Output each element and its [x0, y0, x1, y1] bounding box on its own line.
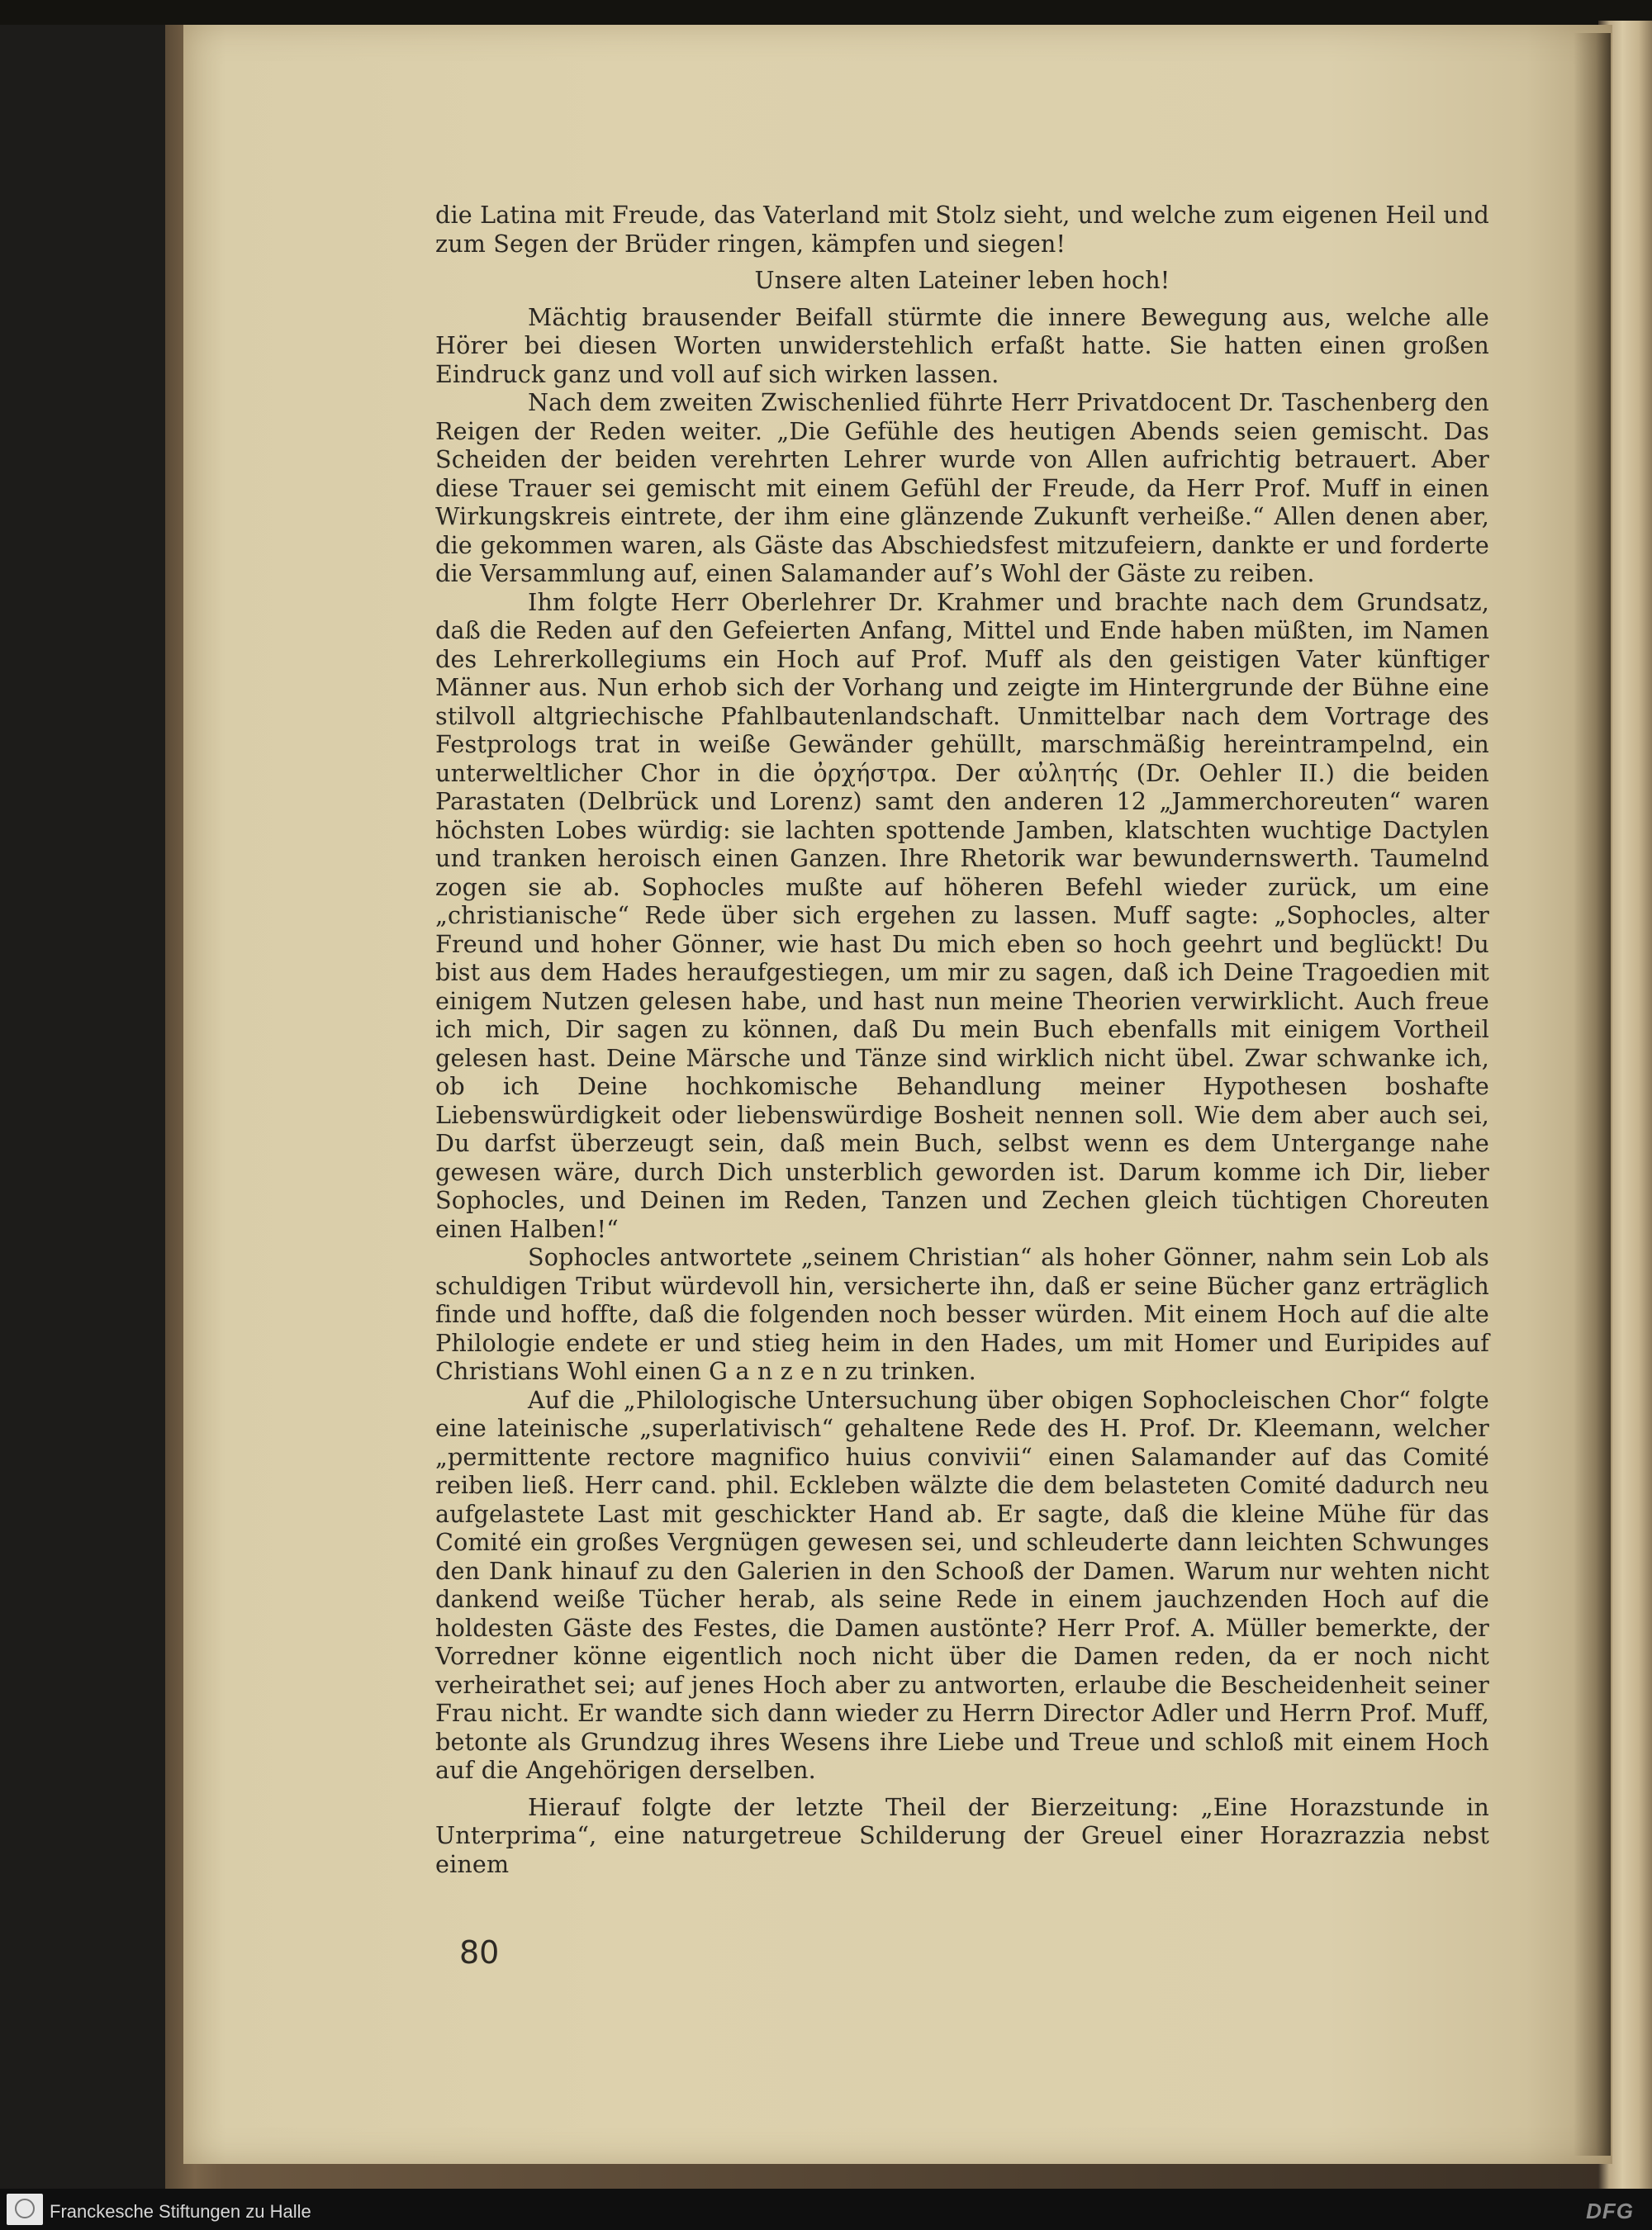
scan-top-border — [0, 0, 1652, 25]
paragraph: die Latina mit Freude, das Vaterland mit Stolz sieht, und welche zum eigenen Heil und zum Segen der Brüder ringen, kämpfen und siegen! — [435, 201, 1489, 258]
institution-name[interactable]: Franckesche Stiftungen zu Halle — [50, 2201, 311, 2222]
paragraph: Sophocles antwortete „seinem Christian“ als hoher Gönner, nahm sein Lob als schuldigen Tribut würdevoll hin, versicherte ihn, daß er seine Bücher ganz erträglich finde und hoffte, daß die folgenden noch besser würden. Mit einem Hoch auf die alte Philologie endete er und stieg heim in den Hades, um mit Homer und Euripides auf Christians Wohl einen G a n z e n zu trinken. — [435, 1243, 1489, 1385]
paragraph: Nach dem zweiten Zwischenlied führte Herr Privatdocent Dr. Taschenberg den Reigen der Reden weiter. „Die Gefühle des heutigen Abends seien gemischt. Das Scheiden der beiden verehrten Lehrer wurde von Allen aufrichtig betrauert. Aber diese Trauer sei gemischt mit einem Gefühl der Freude, da Herr Prof. Muff in einen Wirkungskreis eintrete, der ihm eine glänzende Zukunft verheiße.“ Allen denen aber, die gekommen waren, als Gäste das Abschiedsfest mitzufeiern, dankte er und forderte die Versammlung auf, einen Salamander auf’s Wohl der Gäste zu reiben. — [435, 388, 1489, 587]
page-number: 80 — [459, 1934, 500, 1971]
paragraph: Hierauf folgte der letzte Theil der Bierzeitung: „Eine Horazstunde in Unterprima“, eine naturgetreue Schilderung der Greuel einer Horazrazzia nebst einem — [435, 1792, 1489, 1878]
institution-logo-icon[interactable] — [7, 2194, 43, 2225]
paragraph: Mächtig brausender Beifall stürmte die innere Bewegung aus, welche alle Hörer bei diesen Worten unwiderstehlich erfaßt hatte. Sie hatten einen großen Eindruck ganz und voll auf sich wirken lassen. — [435, 302, 1489, 388]
toast-line: Unsere alten Lateiner leben hoch! — [754, 266, 1170, 294]
page-body-text — [435, 201, 1489, 1878]
dfg-logo[interactable]: DFG — [1586, 2199, 1634, 2223]
page-gutter-shadow — [1574, 33, 1611, 2156]
paragraph: Auf die „Philologische Untersuchung über obigen Sophocleischen Chor“ folgte eine lateinische „superlativisch“ gehaltene Rede des H. Prof. Dr. Kleemann, welcher „permittente rectore magnifico huius convivii“ einen Salamander auf das Comité reiben ließ. Herr cand. phil. Eckleben wälzte die dem belasteten Comité dadurch neu aufgelastete Last mit geschickter Hand ab. Er sagte, daß die kleine Mühe für das Comité ein großes Vergnügen gewesen sei, und schleuderte dann leichten Schwunges den Dank hinauf zu den Galerien in den Schooß der Damen. Warum nur wehten nicht dankend weiße Tücher herab, als seine Rede in einem jauchzenden Hoch auf die holdesten Gäste des Festes, die Damen austönte? Herr Prof. A. Müller bemerkte, der Vorredner könne eigentlich noch nicht über die Damen reden, da er noch nicht verheirathet sei; auf jenes Hoch aber zu antworten, erlaube die Bescheidenheit seiner Frau nicht. Er wandte sich dann wieder zu Herrn Director Adler und Herrn Prof. Muff, betonte als Grundzug ihres Wesens ihre Liebe und Treue und schloß mit einem Hoch auf die Angehörigen derselben. — [435, 1385, 1489, 1784]
paragraph: Ihm folgte Herr Oberlehrer Dr. Krahmer und brachte nach dem Grundsatz, daß die Reden auf den Gefeierten Anfang, Mittel und Ende haben müßten, im Namen des Lehrerkollegiums ein Hoch auf Prof. Muff als den geistigen Vater künftiger Männer aus. Nun erhob sich der Vorhang und zeigte im Hintergrunde der Bühne eine stilvoll altgriechische Pfahlbautenlandschaft. Unmittelbar nach dem Vortrage des Festprologs trat in weiße Gewänder gehüllt, marschmäßig hereintrampelnd, ein unterweltlicher Chor in die ὀρχήστρα. Der αὐλητής (Dr. Oehler II.) die beiden Parastaten (Delbrück und Lorenz) samt den anderen 12 „Jammerchoreuten“ waren höchsten Lobes würdig: sie lachten spottende Jamben, klatschten wuchtige Dactylen und tranken heroisch einen Ganzen. Ihre Rhetorik war bewundernswerth. Taumelnd zogen sie ab. Sophocles mußte auf höheren Befehl wieder zurück, um eine „christianische“ Rede über sich ergehen zu lassen. Muff sagte: „Sophocles, alter Freund und hoher Gönner, wie hast Du mich eben so hoch geehrt und beglückt! Du bist aus dem Hades heraufgestiegen, um mir zu sagen, daß ich Deine Tragoedien mit einigem Nutzen gelesen habe, und hast nun meine Theorien verwirklicht. Auch freue ich mich, Dir sagen zu können, daß Du mein Buch ebenfalls mit einigem Vortheil gelesen hast. Deine Märsche und Tänze sind wirklich nicht übel. Zwar schwanke ich, ob ich Deine hochkomische Behandlung meiner Hypothesen boshafte Liebenswürdigkeit oder liebenswürdige Bosheit nennen soll. Wie dem aber auch sei, Du darfst überzeugt sein, daß mein Buch, selbst wenn es dem Untergange nahe gewesen wäre, durch Dich unsterblich geworden ist. Darum komme ich Dir, lieber Sophocles, und Deinen im Reden, Tanzen und Zechen gleich tüchtigen Choreuten einen Halben!“ — [435, 587, 1489, 1243]
